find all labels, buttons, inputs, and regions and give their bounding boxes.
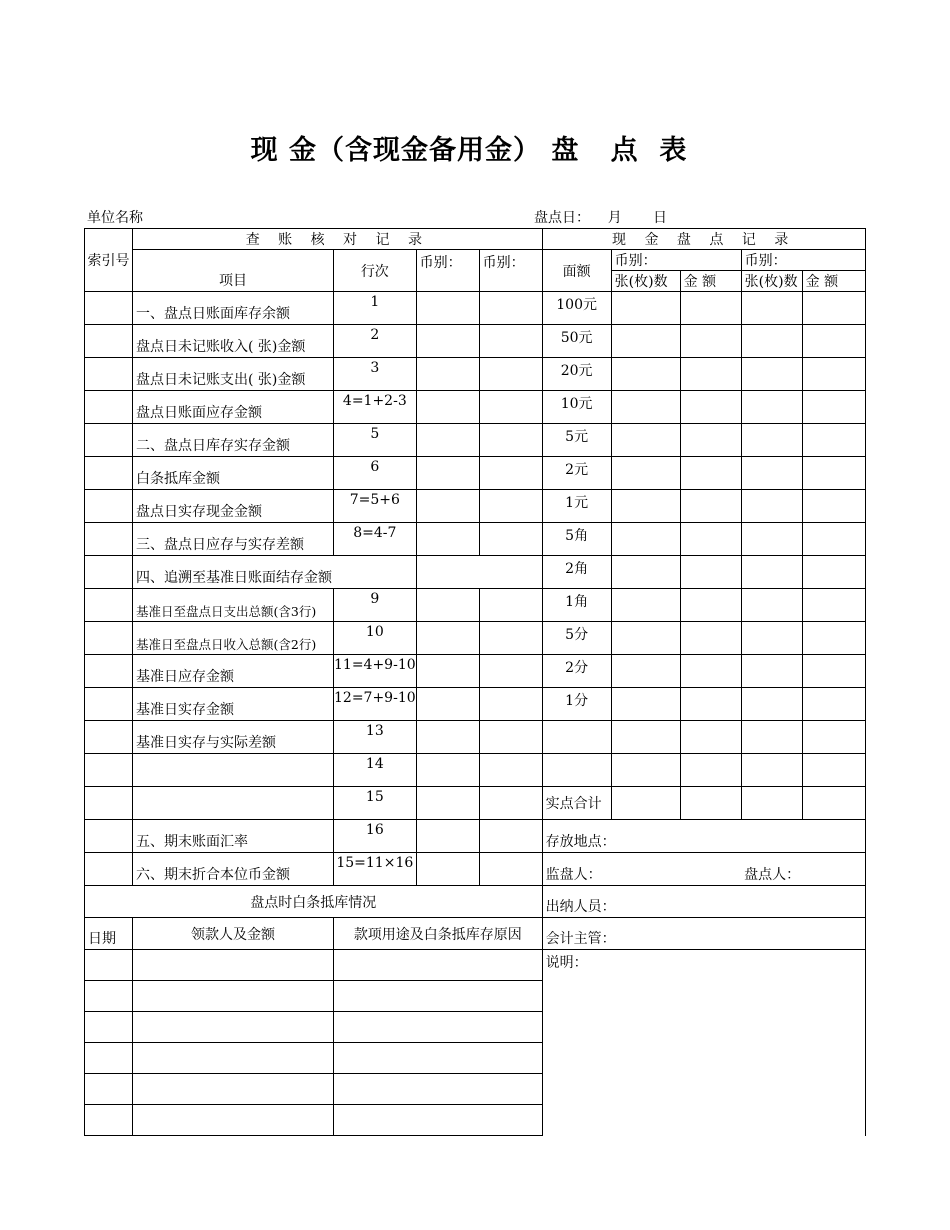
denomination-header: 面额 (542, 250, 611, 292)
row-number-cell: 6 (334, 457, 417, 490)
count-cell (802, 424, 865, 457)
currency2-cell (479, 391, 542, 424)
denomination-cell: 1角 (542, 589, 611, 622)
count-cell (802, 589, 865, 622)
row-number-cell: 15 (334, 787, 417, 820)
row-number-cell: 15=11×16 (334, 853, 417, 886)
index-cell (85, 358, 133, 391)
item-cell: 一、盘点日账面库存余额 (133, 292, 334, 325)
item-cell (133, 787, 334, 820)
index-cell (85, 424, 133, 457)
count-cell (741, 622, 802, 655)
total-cell (680, 787, 741, 820)
count-cell (741, 688, 802, 721)
count-cell (611, 424, 680, 457)
count-cell (680, 457, 741, 490)
table-row (85, 950, 866, 981)
iou-date-cell (85, 950, 133, 981)
count-cell (741, 358, 802, 391)
table-row (85, 589, 866, 622)
currency2-cell (479, 754, 542, 787)
total-cell (741, 787, 802, 820)
currency2-cell (479, 292, 542, 325)
item-cell: 基准日实存金额 (133, 688, 334, 721)
check-currency-1: 币别： (416, 250, 479, 292)
denomination-cell: 1元 (542, 490, 611, 523)
iou-date-header: 日期 (85, 918, 133, 950)
item-cell: 基准日应存金额 (133, 655, 334, 688)
note-area: 说明： (542, 950, 865, 1136)
iou-reason-cell (334, 1043, 543, 1074)
currency1-cell (416, 523, 479, 556)
index-cell (85, 820, 133, 853)
count-cell (741, 292, 802, 325)
count-header-2: 张(枚)数 (741, 271, 802, 292)
count-cell (741, 721, 802, 754)
iou-payee-cell (133, 981, 334, 1012)
iou-reason-cell (334, 981, 543, 1012)
iou-payee-cell (133, 1105, 334, 1136)
item-cell: 基准日至盘点日收入总额(含2行) (133, 622, 334, 655)
currency2-cell (479, 655, 542, 688)
count-cell (611, 655, 680, 688)
item-cell: 盘点日账面应存金额 (133, 391, 334, 424)
table-row (85, 721, 866, 754)
denomination-cell: 20元 (542, 358, 611, 391)
table-row (85, 292, 866, 325)
row-number-cell: 13 (334, 721, 417, 754)
count-cell (741, 325, 802, 358)
count-date-label: 盘点日： 月 日 (534, 210, 667, 226)
iou-reason-cell (334, 950, 543, 981)
currency2-cell (479, 457, 542, 490)
index-cell (85, 688, 133, 721)
table-row (85, 490, 866, 523)
count-cell (680, 424, 741, 457)
denomination-cell (542, 721, 611, 754)
count-cell (802, 523, 865, 556)
item-cell: 盘点日实存现金金额 (133, 490, 334, 523)
currency1-cell (416, 853, 479, 886)
item-cell: 盘点日未记账支出( 张)金额 (133, 358, 334, 391)
iou-payee-cell (133, 1012, 334, 1043)
count-cell (611, 556, 680, 589)
row-number-cell: 2 (334, 325, 417, 358)
currency2-cell (479, 721, 542, 754)
count-cell (680, 325, 741, 358)
count-cell (680, 589, 741, 622)
page-title: 现 金（含现金备用金） 盘 点 表 (250, 135, 688, 166)
count-cell (741, 490, 802, 523)
table-row (85, 688, 866, 721)
index-cell (85, 787, 133, 820)
supervisor-label: 监盘人： (542, 853, 741, 886)
cash-section-title: 现 金 盘 点 记 录 (542, 229, 865, 250)
row-number-cell: 7=5+6 (334, 490, 417, 523)
amount-header-1: 金 额 (680, 271, 741, 292)
counter-label: 盘点人： (741, 853, 865, 886)
count-cell (802, 358, 865, 391)
item-cell (133, 754, 334, 787)
row-number-cell: 8=4-7 (334, 523, 417, 556)
count-cell (680, 655, 741, 688)
table-row (85, 886, 866, 918)
denomination-cell: 5角 (542, 523, 611, 556)
count-cell (802, 754, 865, 787)
item-cell: 三、盘点日应存与实存差额 (133, 523, 334, 556)
currency2-cell (479, 688, 542, 721)
count-cell (611, 457, 680, 490)
currency1-cell (416, 325, 479, 358)
table-row (85, 820, 866, 853)
count-cell (802, 490, 865, 523)
row-number-header: 行次 (334, 250, 417, 292)
amount-header-2: 金 额 (802, 271, 865, 292)
count-cell (611, 622, 680, 655)
currency1-cell (416, 490, 479, 523)
index-cell (85, 622, 133, 655)
row-number-cell: 10 (334, 622, 417, 655)
table-row (85, 391, 866, 424)
count-cell (680, 721, 741, 754)
iou-date-cell (85, 1074, 133, 1105)
table-row (85, 325, 866, 358)
count-cell (741, 457, 802, 490)
row-number-cell: 3 (334, 358, 417, 391)
index-cell (85, 523, 133, 556)
count-cell (802, 457, 865, 490)
currency1-cell (416, 787, 479, 820)
iou-payee-cell (133, 1043, 334, 1074)
count-cell (802, 292, 865, 325)
count-header-1: 张(枚)数 (611, 271, 680, 292)
count-cell (611, 589, 680, 622)
denomination-cell: 10元 (542, 391, 611, 424)
iou-date-cell (85, 1043, 133, 1074)
item-cell: 四、追溯至基准日账面结存金额 (133, 556, 417, 589)
count-cell (611, 292, 680, 325)
table-row (85, 655, 866, 688)
currency1-cell (416, 622, 479, 655)
currency2-cell (479, 424, 542, 457)
currency1-cell (416, 655, 479, 688)
denomination-cell: 2分 (542, 655, 611, 688)
row-number-cell: 4=1+2-3 (334, 391, 417, 424)
currency2-cell (479, 622, 542, 655)
item-cell: 五、期末账面汇率 (133, 820, 334, 853)
row-number-cell: 14 (334, 754, 417, 787)
count-cell (680, 622, 741, 655)
count-cell (611, 523, 680, 556)
table-row (85, 358, 866, 391)
count-cell (611, 391, 680, 424)
table-row (85, 622, 866, 655)
currency1-cell (416, 391, 479, 424)
iou-payee-cell (133, 1074, 334, 1105)
iou-date-cell (85, 981, 133, 1012)
currency1-cell (416, 754, 479, 787)
currency2-cell (479, 820, 542, 853)
check-section-title: 查 账 核 对 记 录 (133, 229, 543, 250)
currency1-cell (416, 457, 479, 490)
count-cell (802, 391, 865, 424)
index-cell (85, 391, 133, 424)
count-cell (611, 490, 680, 523)
iou-date-cell (85, 1105, 133, 1136)
cashier-label: 出纳人员： (542, 886, 865, 918)
count-cell (802, 622, 865, 655)
count-cell (680, 391, 741, 424)
count-cell (741, 754, 802, 787)
denomination-cell: 5元 (542, 424, 611, 457)
denomination-cell: 5分 (542, 622, 611, 655)
accountant-label: 会计主管： (542, 918, 865, 950)
item-cell: 盘点日未记账收入( 张)金额 (133, 325, 334, 358)
count-cell (611, 688, 680, 721)
table-row (85, 787, 866, 820)
index-cell (85, 589, 133, 622)
count-cell (680, 490, 741, 523)
iou-reason-header: 款项用途及白条抵库存原因 (334, 918, 543, 950)
item-cell: 基准日实存与实际差额 (133, 721, 334, 754)
row-number-cell: 5 (334, 424, 417, 457)
table-row (85, 754, 866, 787)
cash-currency-1: 币别： (611, 250, 741, 271)
row-number-cell: 16 (334, 820, 417, 853)
count-cell (802, 688, 865, 721)
count-cell (741, 556, 802, 589)
index-cell (85, 556, 133, 589)
table-row (85, 556, 866, 589)
count-cell (741, 424, 802, 457)
item-cell: 基准日至盘点日支出总额(含3行) (133, 589, 334, 622)
cash-currency-2: 币别： (741, 250, 865, 271)
currency2-cell (479, 325, 542, 358)
currency2-cell (479, 787, 542, 820)
index-cell (85, 457, 133, 490)
currency1-cell (416, 688, 479, 721)
count-cell (611, 358, 680, 391)
iou-reason-cell (334, 1105, 543, 1136)
currency2-cell (479, 523, 542, 556)
index-cell (85, 655, 133, 688)
currency1-cell (416, 358, 479, 391)
currency1-cell (416, 424, 479, 457)
iou-date-cell (85, 1012, 133, 1043)
iou-title: 盘点时白条抵库情况 (85, 886, 543, 918)
storage-location: 存放地点： (542, 820, 865, 853)
index-cell (85, 325, 133, 358)
total-cell (611, 787, 680, 820)
count-cell (680, 523, 741, 556)
denomination-cell (542, 754, 611, 787)
table-row (85, 523, 866, 556)
count-cell (741, 391, 802, 424)
item-cell: 六、期末折合本位币金额 (133, 853, 334, 886)
denomination-cell: 50元 (542, 325, 611, 358)
index-cell (85, 853, 133, 886)
index-cell (85, 721, 133, 754)
count-cell (802, 721, 865, 754)
count-cell (802, 556, 865, 589)
index-cell (85, 754, 133, 787)
item-cell: 白条抵库金额 (133, 457, 334, 490)
total-label: 实点合计 (542, 787, 611, 820)
count-cell (611, 754, 680, 787)
denomination-cell: 2元 (542, 457, 611, 490)
currency1-cell (416, 820, 479, 853)
total-cell (802, 787, 865, 820)
row-number-cell: 11=4+9-10 (334, 655, 417, 688)
row-number-cell: 1 (334, 292, 417, 325)
currency2-cell (479, 853, 542, 886)
count-cell (680, 358, 741, 391)
currency2-cell (479, 358, 542, 391)
cash-count-table (84, 228, 866, 1136)
row-number-cell: 9 (334, 589, 417, 622)
table-row (85, 424, 866, 457)
currency2-cell (479, 589, 542, 622)
blank-cell (416, 556, 542, 589)
iou-reason-cell (334, 1074, 543, 1105)
count-cell (680, 754, 741, 787)
index-number-header: 索引号 (85, 229, 133, 292)
iou-payee-cell (133, 950, 334, 981)
table-row (85, 457, 866, 490)
table-row (85, 918, 866, 950)
count-cell (611, 721, 680, 754)
currency2-cell (479, 490, 542, 523)
table-row (85, 853, 866, 886)
unit-name-label: 单位名称 (87, 210, 143, 226)
index-cell (85, 292, 133, 325)
count-cell (802, 655, 865, 688)
denomination-cell: 100元 (542, 292, 611, 325)
check-currency-2: 币别： (479, 250, 542, 292)
count-cell (611, 325, 680, 358)
count-cell (802, 325, 865, 358)
item-header: 项目 (133, 250, 334, 292)
currency1-cell (416, 721, 479, 754)
currency1-cell (416, 292, 479, 325)
count-cell (680, 292, 741, 325)
count-cell (741, 523, 802, 556)
count-cell (741, 589, 802, 622)
index-cell (85, 490, 133, 523)
count-cell (741, 655, 802, 688)
iou-payee-header: 领款人及金额 (133, 918, 334, 950)
currency1-cell (416, 589, 479, 622)
denomination-cell: 1分 (542, 688, 611, 721)
count-cell (680, 688, 741, 721)
count-cell (680, 556, 741, 589)
denomination-cell: 2角 (542, 556, 611, 589)
row-number-cell: 12=7+9-10 (334, 688, 417, 721)
item-cell: 二、盘点日库存实存金额 (133, 424, 334, 457)
iou-reason-cell (334, 1012, 543, 1043)
